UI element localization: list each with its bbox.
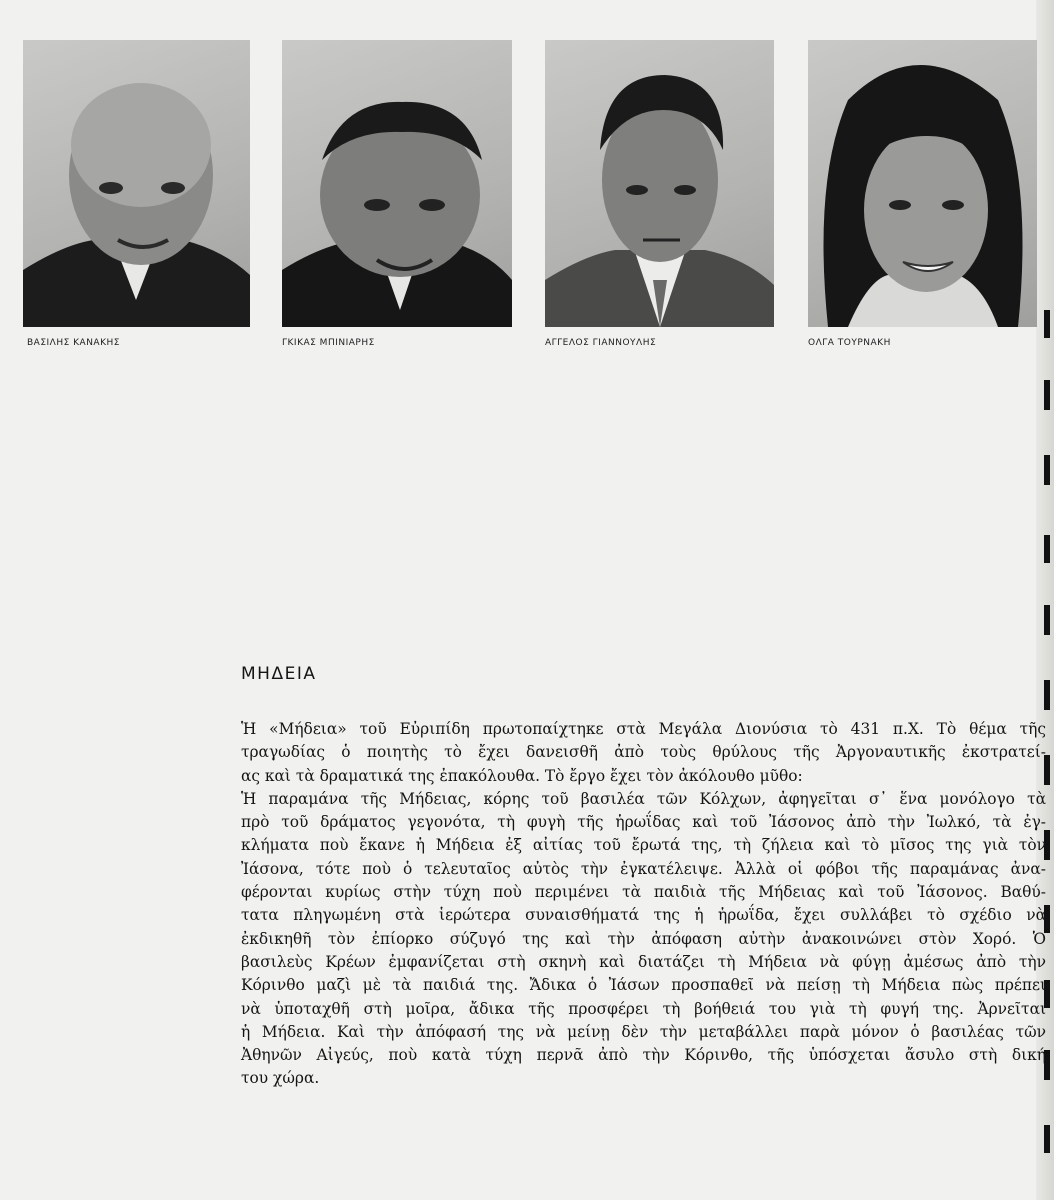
article-body: [241, 718, 1046, 1091]
portrait-photo-icon: [23, 40, 250, 327]
portrait-caption: ΓΚΙΚΑΣ ΜΠΙΝΙΑΡΗΣ: [282, 338, 375, 348]
text-line: ἐκδικηθῆ τὸν ἐπίορκο σύζυγό της καὶ τὴν ἀπόφαση αὐτὴν ἀνακοινώνει στὸν Χορό. Ὁ: [241, 929, 1046, 948]
text-line: Ἰάσονα, τότε ποὺ ὁ τελευταῖος αὐτὸς τὴν ἐγκατέλειψε. Ἀλλὰ οἱ φόβοι τῆς παραμάνας ἀνα-: [241, 859, 1046, 878]
text-line: ας καὶ τὰ δραματικά της ἐπακόλουθα. Τὸ ἔργο ἔχει τὸν ἀκόλουθο μῦθο:: [241, 766, 803, 785]
text-line: Ἡ παραμάνα τῆς Μήδειας, κόρης τοῦ βασιλέα τῶν Κόλχων, ἀφηγεῖται σ᾿ ἕνα μονόλογο τὰ: [241, 789, 1046, 808]
binding-mark: [1044, 380, 1050, 410]
binding-mark: [1044, 535, 1050, 563]
portrait-photo-icon: [545, 40, 774, 327]
binding-mark: [1044, 455, 1050, 485]
portrait-caption: ΒΑΣΙΛΗΣ ΚΑΝΑΚΗΣ: [27, 338, 120, 348]
binding-mark: [1044, 680, 1050, 710]
portrait-caption: ΟΛΓΑ ΤΟΥΡΝΑΚΗ: [808, 338, 891, 348]
text-line: ἡ Μήδεια. Καὶ τὴν ἀπόφασή της νὰ μείνῃ δὲν τὴν μεταβάλλει παρὰ μόνον ὁ βασιλέας τῶν: [241, 1022, 1046, 1041]
text-line: τραγωδίας ὁ ποιητὴς τὸ ἔχει δανεισθῆ ἀπὸ τοὺς θρύλους τῆς Ἀργοναυτικῆς ἐκστρατεί-: [241, 743, 1046, 762]
binding-mark: [1044, 1125, 1050, 1153]
portrait-photo-kanakis: [23, 40, 250, 327]
portrait-photo-giannoulis: [545, 40, 774, 327]
text-line: βασιλεὺς Κρέων ἐμφανίζεται στὴ σκηνὴ καὶ διατάζει τὴ Μήδεια νὰ φύγῃ ἀμέσως ἀπὸ τὴν: [241, 952, 1046, 971]
text-line: Ἡ «Μήδεια» τοῦ Εὐριπίδη πρωτοπαίχτηκε στὰ Μεγάλα Διονύσια τὸ 431 π.Χ. Τὸ θέμα τῆς: [241, 720, 1046, 738]
portrait-photo-icon: [282, 40, 512, 327]
text-line: νὰ ὑποταχθῆ στὴ μοῖρα, ἄδικα τῆς προσφέρει τὴ βοήθειά του γιὰ τὴ φυγή της. Ἀρνεῖται: [241, 999, 1046, 1018]
portrait-photo-icon: [808, 40, 1037, 327]
text-line: Κόρινθο μαζὶ μὲ τὰ παιδιά της. Ἄδικα ὁ Ἰάσων προσπαθεῖ νὰ πείσῃ τὴ Μήδεια πὼς πρέπει: [241, 976, 1046, 995]
binding-mark: [1044, 605, 1050, 635]
text-line: πρὸ τοῦ δράματος γεγονότα, τὴ φυγὴ τῆς ἡρωΐδας καὶ τοῦ Ἰάσονος ἀπὸ τὴν Ἰωλκό, τὰ ἐγ-: [241, 813, 1046, 832]
text-line: κλήματα ποὺ ἔκανε ἡ Μήδεια ἐξ αἰτίας τοῦ ἔρωτά της, τὴ ζήλεια καὶ τὸ μῖσος της γιὰ τὸν: [241, 836, 1046, 855]
portrait-photo-biniaris: [282, 40, 512, 327]
binding-mark: [1044, 310, 1050, 338]
text-line: Ἀθηνῶν Αἰγεύς, ποὺ κατὰ τύχη περνᾶ ἀπὸ τὴν Κόρινθο, τῆς ὑπόσχεται ἄσυλο στὴ δική: [241, 1046, 1046, 1065]
portrait-photo-tournaki: [808, 40, 1037, 327]
article-title: ΜΗΔΕΙΑ: [241, 664, 317, 684]
text-line: φέρονται κυρίως στὴν τύχη ποὺ περιμένει τὰ παιδιὰ τῆς Μήδειας καὶ τοῦ Ἰάσονος. Βαθύ-: [241, 883, 1046, 902]
text-line: τατα πληγωμένη στὰ ἱερώτερα συναισθήματά της ἡ ἡρωΐδα, ἔχει συλλάβει τὸ σχέδιο νὰ: [241, 906, 1046, 925]
portrait-caption: ΑΓΓΕΛΟΣ ΓΙΑΝΝΟΥΛΗΣ: [545, 338, 657, 348]
text-line: του χώρα.: [241, 1069, 320, 1088]
